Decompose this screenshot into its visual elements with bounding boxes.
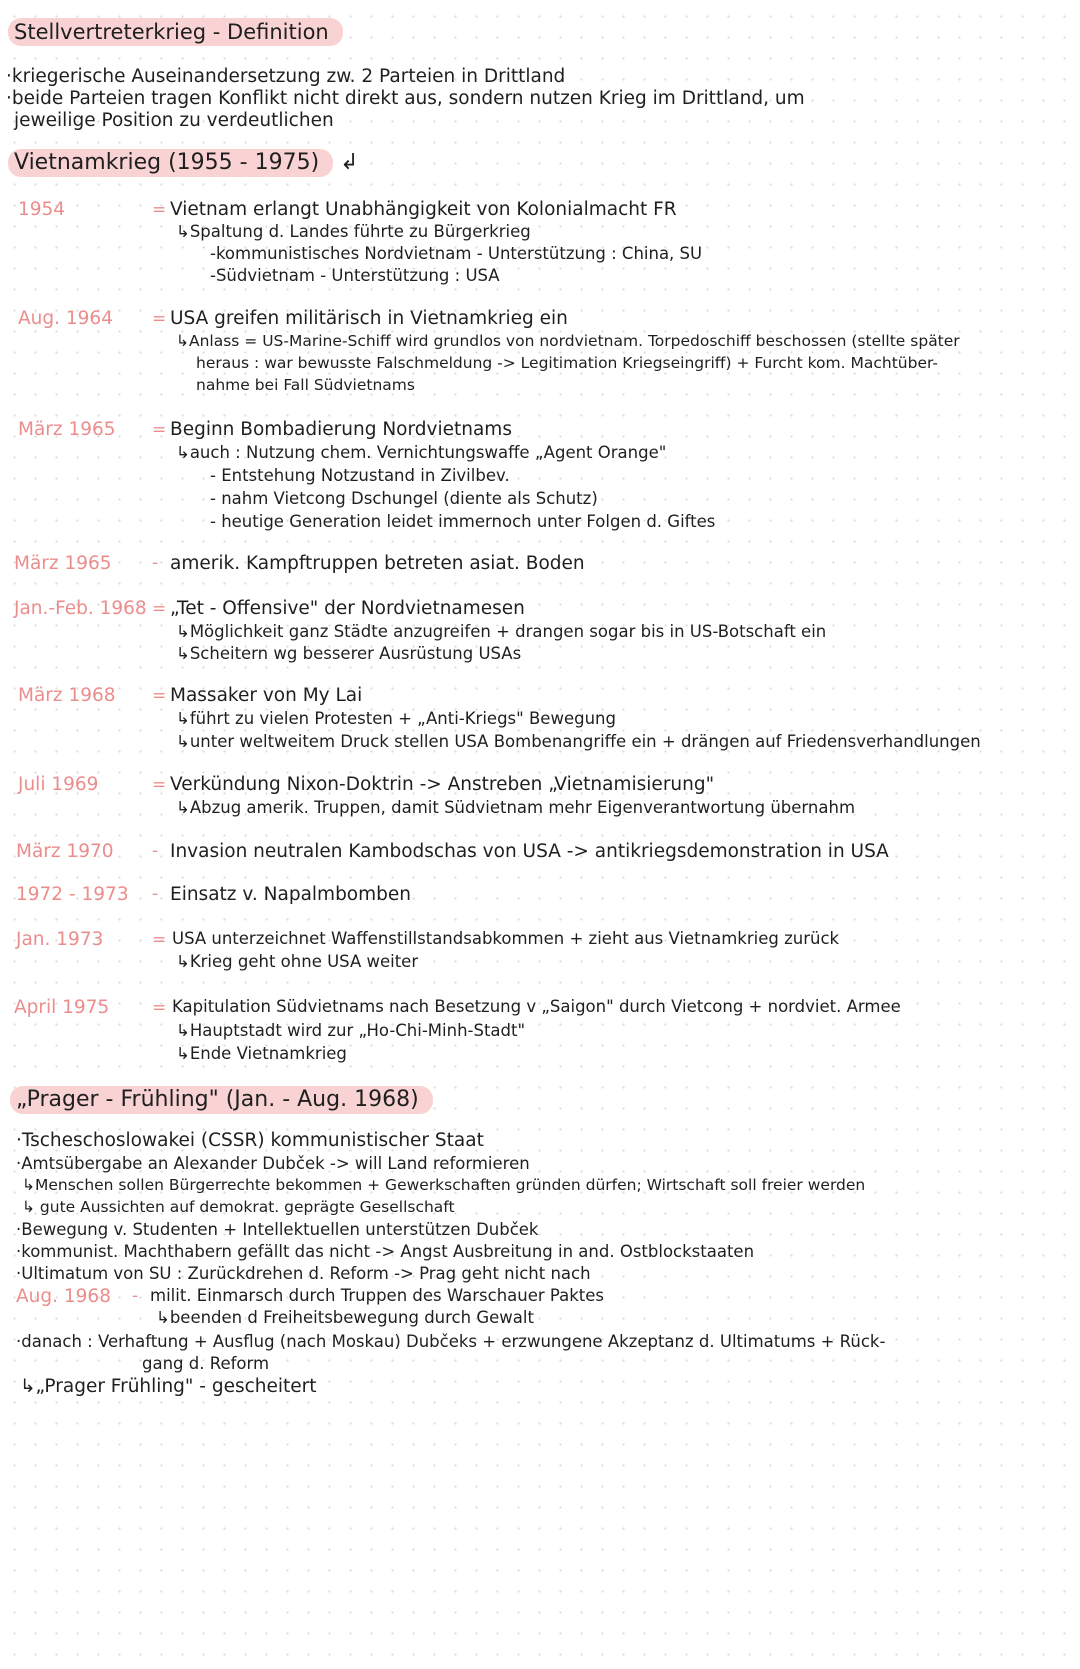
section-title-vietnamkrieg xyxy=(8,149,359,177)
prague-line: ·kommunist. Machthabern gefällt das nicht -> Angst Ausbreitung in and. Ostblockstaaten xyxy=(16,1242,755,1261)
event-text: Einsatz v. Napalmbomben xyxy=(170,884,411,905)
event-sub: -Südvietnam - Unterstützung : USA xyxy=(210,266,500,285)
dash-sign: - xyxy=(152,884,159,904)
equals-sign: = xyxy=(152,930,167,950)
equals-sign: = xyxy=(152,200,167,220)
event-date: Jan.-Feb. 1968 xyxy=(14,598,147,619)
definition-line-3: jeweilige Position zu verdeutlichen xyxy=(14,110,334,131)
event-sub: ↳Spaltung d. Landes führte zu Bürgerkrieg xyxy=(176,222,531,241)
title-text: Stellvertreterkrieg - Definition xyxy=(8,18,343,46)
prague-line: ↳beenden d Freiheitsbewegung durch Gewalt xyxy=(156,1308,534,1327)
event-text: Beginn Bombadierung Nordvietnams xyxy=(170,419,512,440)
title-text: „Prager - Frühling" (Jan. - Aug. 1968) xyxy=(10,1086,433,1114)
event-date: 1972 - 1973 xyxy=(16,884,129,905)
prague-line: ·Bewegung v. Studenten + Intellektuellen unterstützen Dubček xyxy=(16,1220,539,1239)
definition-line-1: ·kriegerische Auseinandersetzung zw. 2 Parteien in Drittland xyxy=(6,66,566,87)
event-date: 1954 xyxy=(18,199,66,220)
event-sub: - Entstehung Notzustand in Zivilbev. xyxy=(210,466,510,485)
prague-line: ·danach : Verhaftung + Ausflug (nach Moskau) Dubčeks + erzwungene Akzeptanz d. Ultimatums + Rück- xyxy=(16,1332,886,1351)
event-text: Invasion neutralen Kambodschas von USA -> antikriegsdemonstration in USA xyxy=(170,841,889,862)
section-title-prager-fruehling xyxy=(10,1086,433,1114)
equals-sign: = xyxy=(152,998,167,1018)
prague-line: milit. Einmarsch durch Truppen des Warschauer Paktes xyxy=(150,1286,604,1305)
event-date: März 1965 xyxy=(18,419,116,440)
return-arrow-icon: ↲ xyxy=(340,150,359,175)
event-sub: ↳Anlass = US-Marine-Schiff wird grundlos von nordvietnam. Torpedoschiff beschossen (stellte später xyxy=(176,332,960,350)
prague-line: ↳Menschen sollen Bürgerrechte bekommen + Gewerkschaften gründen dürfen; Wirtschaft soll freier werden xyxy=(22,1176,866,1194)
event-text: USA greifen militärisch in Vietnamkrieg ein xyxy=(170,308,568,329)
title-text: Vietnamkrieg (1955 - 1975) xyxy=(8,149,333,177)
event-sub: ↳Abzug amerik. Truppen, damit Südvietnam mehr Eigenverantwortung übernahm xyxy=(176,798,856,817)
event-sub: ↳Scheitern wg besserer Ausrüstung USAs xyxy=(176,644,522,663)
section-title-stellvertreterkrieg xyxy=(8,18,343,46)
definition-line-2: ·beide Parteien tragen Konflikt nicht direkt aus, sondern nutzen Krieg im Drittland, um xyxy=(6,88,805,109)
event-sub: ↳Ende Vietnamkrieg xyxy=(176,1044,347,1063)
prague-line: ↳ gute Aussichten auf demokrat. geprägte Gesellschaft xyxy=(22,1198,455,1216)
event-date: Jan. 1973 xyxy=(16,929,104,950)
event-sub: -kommunistisches Nordvietnam - Unterstützung : China, SU xyxy=(210,244,703,263)
prague-line: ↳„Prager Frühling" - gescheitert xyxy=(20,1376,317,1397)
prague-line: ·Ultimatum von SU : Zurückdrehen d. Reform -> Prag geht nicht nach xyxy=(16,1264,591,1283)
equals-sign: = xyxy=(152,599,167,619)
event-sub: ↳auch : Nutzung chem. Vernichtungswaffe „Agent Orange" xyxy=(176,443,667,462)
event-sub: nahme bei Fall Südvietnams xyxy=(196,376,415,394)
event-date: März 1965 xyxy=(14,553,112,574)
dash-sign: - xyxy=(132,1286,139,1306)
event-text: amerik. Kampftruppen betreten asiat. Boden xyxy=(170,553,585,574)
event-sub: ↳unter weltweitem Druck stellen USA Bombenangriffe ein + drängen auf Friedensverhandlungen xyxy=(176,732,981,751)
equals-sign: = xyxy=(152,686,167,706)
dash-sign: - xyxy=(152,841,159,861)
event-date: Aug. 1968 xyxy=(16,1286,111,1307)
event-sub: heraus : war bewusste Falschmeldung -> Legitimation Kriegseingriff) + Furcht kom. Machtüber- xyxy=(196,354,938,372)
event-sub: ↳Möglichkeit ganz Städte anzugreifen + drangen sogar bis in US-Botschaft ein xyxy=(176,622,827,641)
prague-line: ·Amtsübergabe an Alexander Dubček -> will Land reformieren xyxy=(16,1154,530,1173)
equals-sign: = xyxy=(152,420,167,440)
prague-line: gang d. Reform xyxy=(142,1354,270,1373)
event-date: Juli 1969 xyxy=(18,774,99,795)
event-sub: ↳führt zu vielen Protesten + „Anti-Kriegs" Bewegung xyxy=(176,709,616,728)
event-date: Aug. 1964 xyxy=(18,308,113,329)
event-date: April 1975 xyxy=(14,997,110,1018)
prague-line: ·Tscheschoslowakei (CSSR) kommunistischer Staat xyxy=(16,1130,484,1151)
event-sub: - heutige Generation leidet immernoch unter Folgen d. Giftes xyxy=(210,512,716,531)
equals-sign: = xyxy=(152,309,167,329)
event-date: März 1970 xyxy=(16,841,114,862)
dash-sign: - xyxy=(152,553,159,573)
event-text: Kapitulation Südvietnams nach Besetzung v „Saigon" durch Vietcong + nordviet. Armee xyxy=(172,997,901,1016)
event-text: Verkündung Nixon-Doktrin -> Anstreben „Vietnamisierung" xyxy=(170,774,715,795)
event-text: Massaker von My Lai xyxy=(170,685,363,706)
event-text: Vietnam erlangt Unabhängigkeit von Kolonialmacht FR xyxy=(170,199,677,220)
event-date: März 1968 xyxy=(18,685,116,706)
event-sub: ↳Hauptstadt wird zur „Ho-Chi-Minh-Stadt" xyxy=(176,1021,526,1040)
equals-sign: = xyxy=(152,775,167,795)
event-text: USA unterzeichnet Waffenstillstandsabkommen + zieht aus Vietnamkrieg zurück xyxy=(172,929,840,948)
event-text: „Tet - Offensive" der Nordvietnamesen xyxy=(170,598,525,619)
event-sub: ↳Krieg geht ohne USA weiter xyxy=(176,952,419,971)
event-sub: - nahm Vietcong Dschungel (diente als Schutz) xyxy=(210,489,598,508)
